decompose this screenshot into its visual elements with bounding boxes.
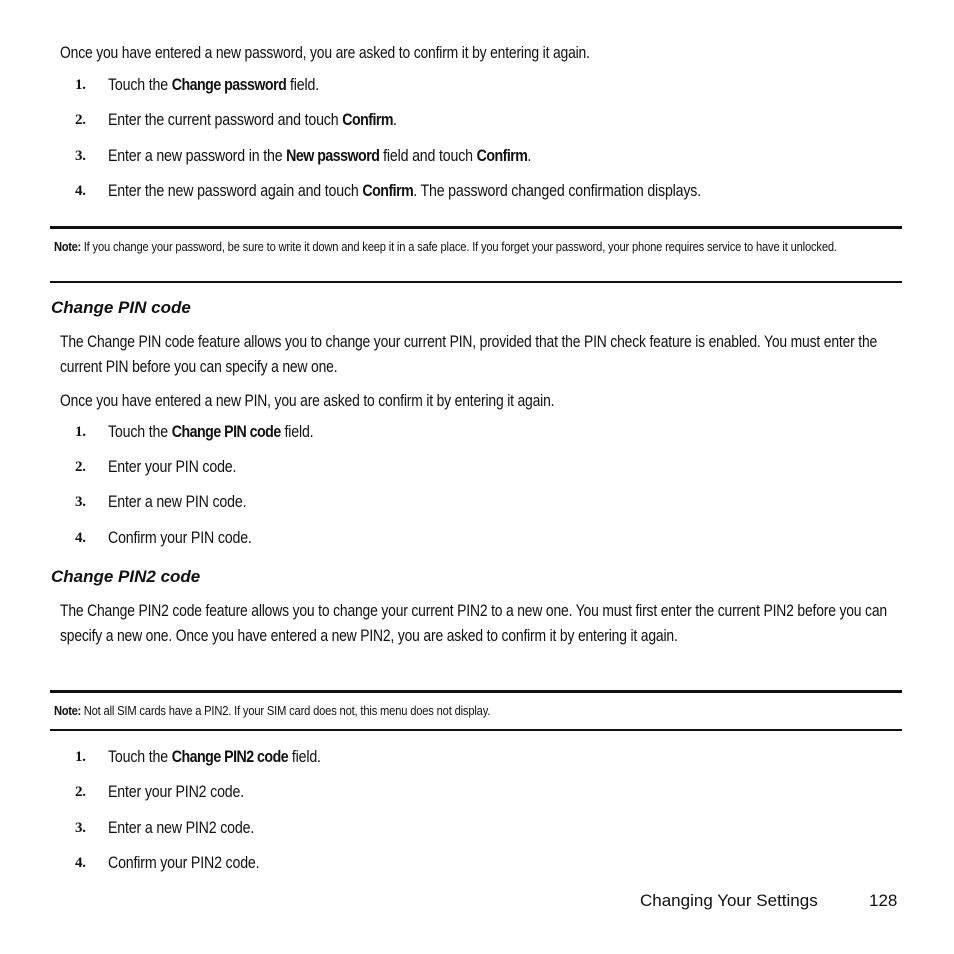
step-number: 4.	[75, 855, 86, 871]
pin-step-2	[0, 456, 954, 478]
ui-field-name: Change PIN code	[171, 423, 281, 441]
pin-step-3	[0, 491, 954, 513]
step-text: Enter your PIN code.	[108, 458, 237, 476]
note-label: Note:	[54, 703, 81, 718]
step-number: 4.	[75, 183, 86, 199]
pin-step-4	[0, 527, 954, 549]
password-step-4	[0, 180, 954, 202]
note-text: Note: If you change your password, be sure to write it down and keep it in a safe place. If you forget your password, your phone requires service to have it unlocked.	[54, 239, 837, 254]
step-number: 2.	[75, 112, 86, 128]
password-step-2	[0, 109, 954, 131]
ui-button-name: Confirm	[476, 147, 528, 165]
section-heading-pin2: Change PIN2 code	[51, 567, 201, 586]
ui-field-name: New password	[286, 147, 380, 165]
step-number: 2.	[75, 784, 86, 800]
step-text: Enter a new PIN2 code.	[108, 819, 255, 837]
step-number: 3.	[75, 494, 86, 510]
password-step-3	[0, 145, 954, 167]
password-step-1	[0, 74, 954, 96]
step-text: Enter a new PIN code.	[108, 493, 247, 511]
note-box-pin2	[50, 690, 902, 731]
step-text: Confirm your PIN2 code.	[108, 854, 260, 872]
step-number: 4.	[75, 530, 86, 546]
pin2-step-4	[0, 852, 954, 874]
section-heading-pin: Change PIN code	[51, 298, 191, 317]
note-box-password	[50, 226, 902, 283]
note-label: Note:	[54, 239, 81, 254]
step-number: 1.	[75, 77, 86, 93]
step-text: Enter the new password again and touch Confirm. The password changed confirmation displays.	[108, 182, 701, 200]
intro-paragraph: Once you have entered a new password, you are asked to confirm it by entering it again.	[60, 44, 590, 62]
step-text: Enter a new password in the New password field and touch Confirm.	[108, 147, 532, 165]
page-number: 128	[869, 891, 898, 910]
footer-section-title: Changing Your Settings	[640, 891, 818, 910]
step-number: 1.	[75, 424, 86, 440]
pin-paragraph-2: Once you have entered a new PIN, you are asked to confirm it by entering it again.	[60, 392, 555, 410]
step-text: Touch the Change PIN2 code field.	[108, 748, 321, 766]
step-number: 3.	[75, 820, 86, 836]
step-number: 1.	[75, 749, 86, 765]
step-text: Enter the current password and touch Confirm.	[108, 111, 397, 129]
pin-paragraph-1: The Change PIN code feature allows you to change your current PIN, provided that the PIN check feature is enabled. You must enter the current PIN before you can specify a new one.	[60, 333, 878, 376]
pin2-step-1	[0, 746, 954, 768]
pin2-step-2	[0, 781, 954, 803]
step-text: Touch the Change PIN code field.	[108, 423, 314, 441]
pin2-step-3	[0, 817, 954, 839]
step-text: Enter your PIN2 code.	[108, 783, 245, 801]
pin-step-1	[0, 421, 954, 443]
step-number: 2.	[75, 459, 86, 475]
step-number: 3.	[75, 148, 86, 164]
pin2-paragraph-1: The Change PIN2 code feature allows you to change your current PIN2 to a new one. You must first enter the current PIN2 before you can specify a new one. Once you have entered a new PIN2, you are asked to confirm it by entering it again.	[60, 602, 887, 645]
ui-button-name: Confirm	[362, 182, 414, 200]
ui-button-name: Confirm	[342, 111, 393, 129]
note-text: Note: Not all SIM cards have a PIN2. If your SIM card does not, this menu does not display.	[54, 703, 491, 718]
step-text: Touch the Change password field.	[108, 76, 319, 94]
ui-field-name: Change password	[171, 76, 287, 94]
ui-field-name: Change PIN2 code	[171, 748, 289, 766]
step-text: Confirm your PIN code.	[108, 529, 252, 547]
